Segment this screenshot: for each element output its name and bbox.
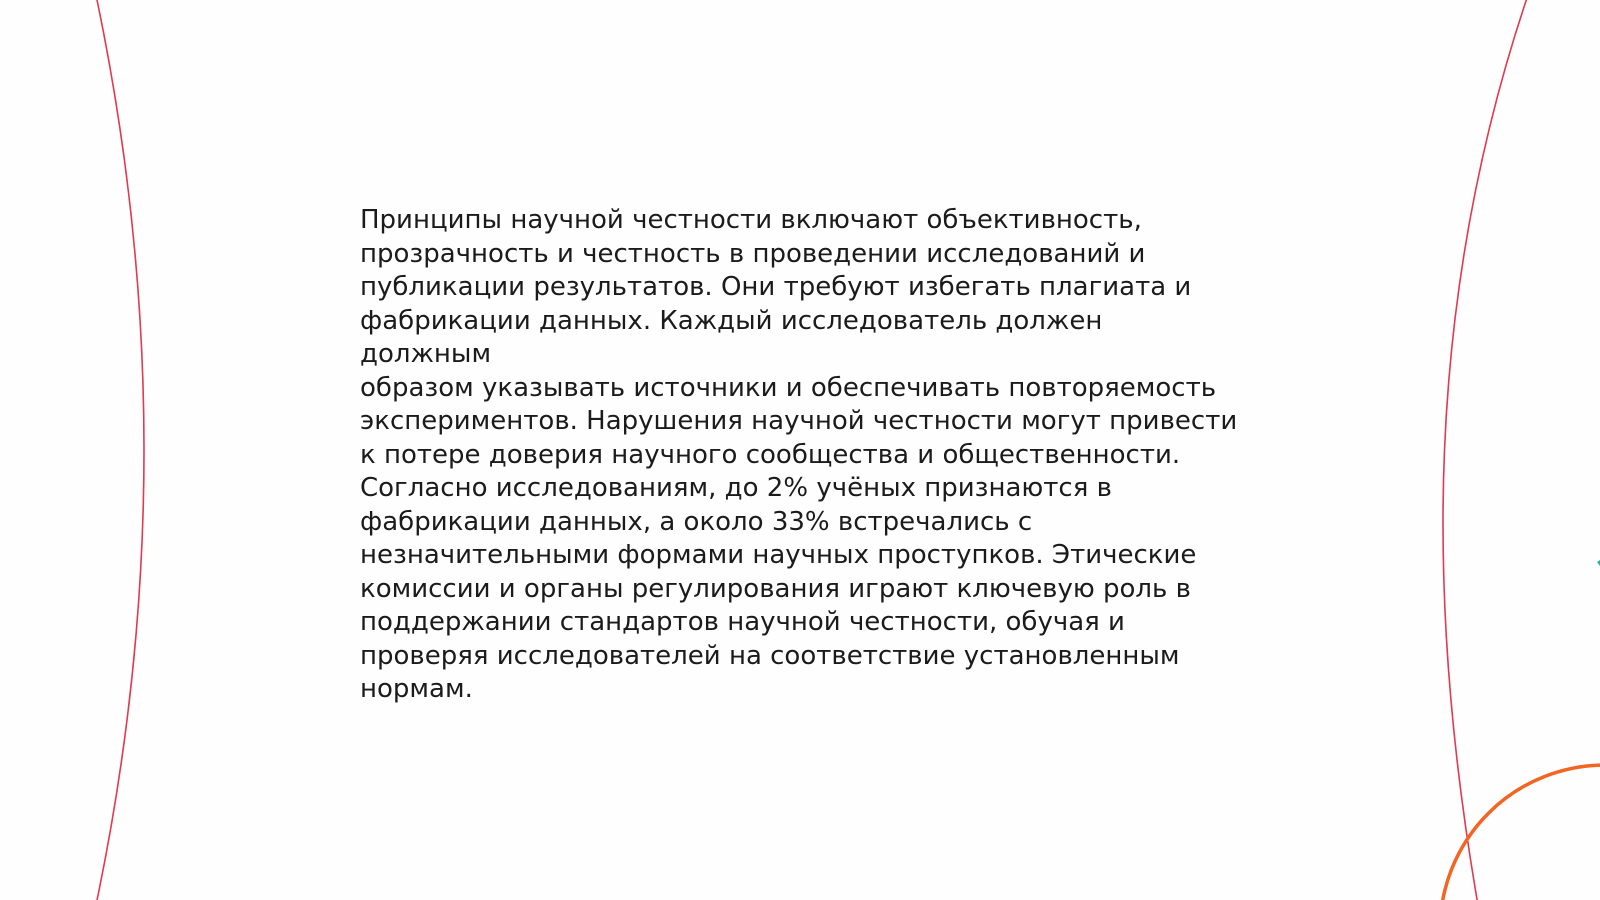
orange-circle-arc xyxy=(1440,765,1600,900)
right-curve xyxy=(1443,0,1528,900)
body-text-paragraph: Принципы научной честности включают объективность, прозрачность и честность в проведении исследований и публикации результатов. Они требуют избегать плагиата и фабрикации данных. Каждый исследователь должен должным образом указывать источники и обеспечивать повторяемость экспериментов. Нарушения научной честности могут привести к потере доверия научного сообщества и общественности. Согласно исследованиям, до 2% учёных признаются в фабрикации данных, а около 33% встречались с незначительными формами научных проступков. Этические комиссии и органы регулирования играют ключевую роль в поддержании стандартов научной честности, обучая и проверяя исследователей на соответствие установленным нормам. xyxy=(360,205,1238,704)
left-curve xyxy=(96,0,144,900)
